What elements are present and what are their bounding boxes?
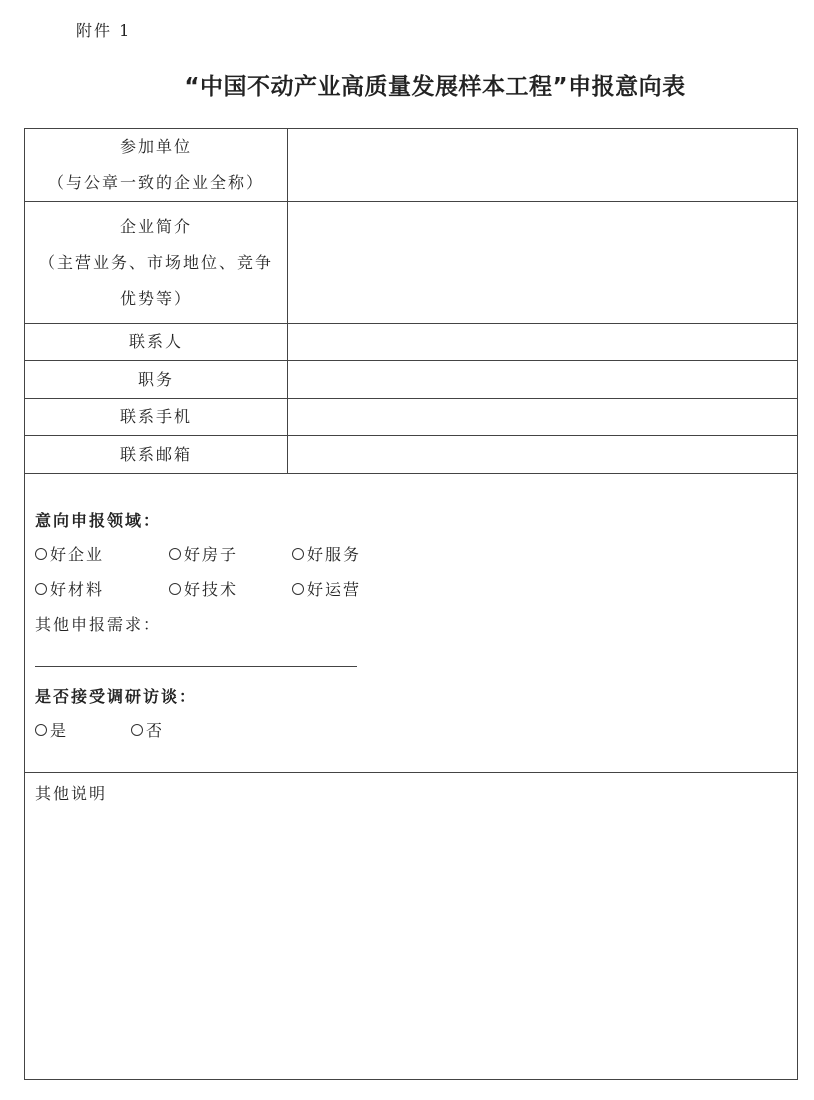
form-title: “中国不动产业高质量发展样本工程”申报意向表 xyxy=(184,74,686,100)
label-line: 联系邮箱 xyxy=(119,444,192,464)
label-line: 参加单位 xyxy=(119,137,192,156)
label-line: 联系人 xyxy=(128,332,183,351)
mobile-field[interactable] xyxy=(288,399,797,435)
intent-section xyxy=(25,474,797,773)
interview-heading: 是否接受调研访谈： xyxy=(35,687,198,706)
row-contact-person xyxy=(25,324,797,361)
option-label: 好服务 xyxy=(307,545,362,564)
row-label xyxy=(25,399,288,435)
email-field[interactable] xyxy=(288,436,797,473)
option-label: 好技术 xyxy=(184,580,239,599)
row-position xyxy=(25,361,797,399)
option-yes[interactable] xyxy=(35,718,68,741)
option-good-material[interactable] xyxy=(35,577,104,600)
row-email xyxy=(25,436,797,474)
row-label xyxy=(25,324,288,360)
radio-circle-icon[interactable] xyxy=(131,724,143,736)
option-label: 是 xyxy=(50,721,69,740)
attachment-label: 附件 1 xyxy=(76,21,132,40)
option-good-technology[interactable] xyxy=(169,577,238,600)
row-label xyxy=(25,202,288,323)
label-line: 联系手机 xyxy=(119,407,192,426)
option-good-service[interactable] xyxy=(292,542,361,565)
option-label: 好房子 xyxy=(184,545,239,564)
radio-circle-icon[interactable] xyxy=(169,583,181,595)
option-good-enterprise[interactable] xyxy=(35,542,104,565)
company-name-field[interactable] xyxy=(288,129,797,201)
notes-label: 其他说明 xyxy=(35,784,108,803)
position-field[interactable] xyxy=(288,361,797,398)
intent-heading: 意向申报领域： xyxy=(35,511,162,530)
label-line: （与公章一致的企业全称） xyxy=(47,173,264,192)
label-line: （主营业务、市场地位、竞争 xyxy=(38,252,273,272)
contact-person-field[interactable] xyxy=(288,324,797,360)
option-no[interactable] xyxy=(131,718,164,741)
radio-circle-icon[interactable] xyxy=(292,548,304,560)
other-needs-label: 其他申报需求： xyxy=(35,615,162,634)
row-label xyxy=(25,361,288,398)
option-label: 好材料 xyxy=(50,580,105,599)
radio-circle-icon[interactable] xyxy=(35,724,47,736)
radio-circle-icon[interactable] xyxy=(169,548,181,560)
option-good-house[interactable] xyxy=(169,542,238,565)
company-profile-field[interactable] xyxy=(288,202,797,323)
option-good-operation[interactable] xyxy=(292,577,361,600)
row-company-name xyxy=(25,129,797,202)
radio-circle-icon[interactable] xyxy=(35,548,47,560)
radio-circle-icon[interactable] xyxy=(35,583,47,595)
row-label xyxy=(25,129,288,201)
label-line: 企业简介 xyxy=(119,216,192,236)
radio-circle-icon[interactable] xyxy=(292,583,304,595)
label-line: 职务 xyxy=(137,369,174,389)
option-label: 好企业 xyxy=(50,545,105,564)
label-line: 优势等） xyxy=(119,288,192,308)
row-mobile xyxy=(25,399,797,436)
notes-section[interactable] xyxy=(25,773,797,1079)
application-form xyxy=(24,128,798,1080)
other-needs-line[interactable] xyxy=(35,666,357,667)
option-label: 否 xyxy=(146,721,165,740)
row-label xyxy=(25,436,288,473)
row-company-profile xyxy=(25,202,797,324)
option-label: 好运营 xyxy=(307,580,362,599)
